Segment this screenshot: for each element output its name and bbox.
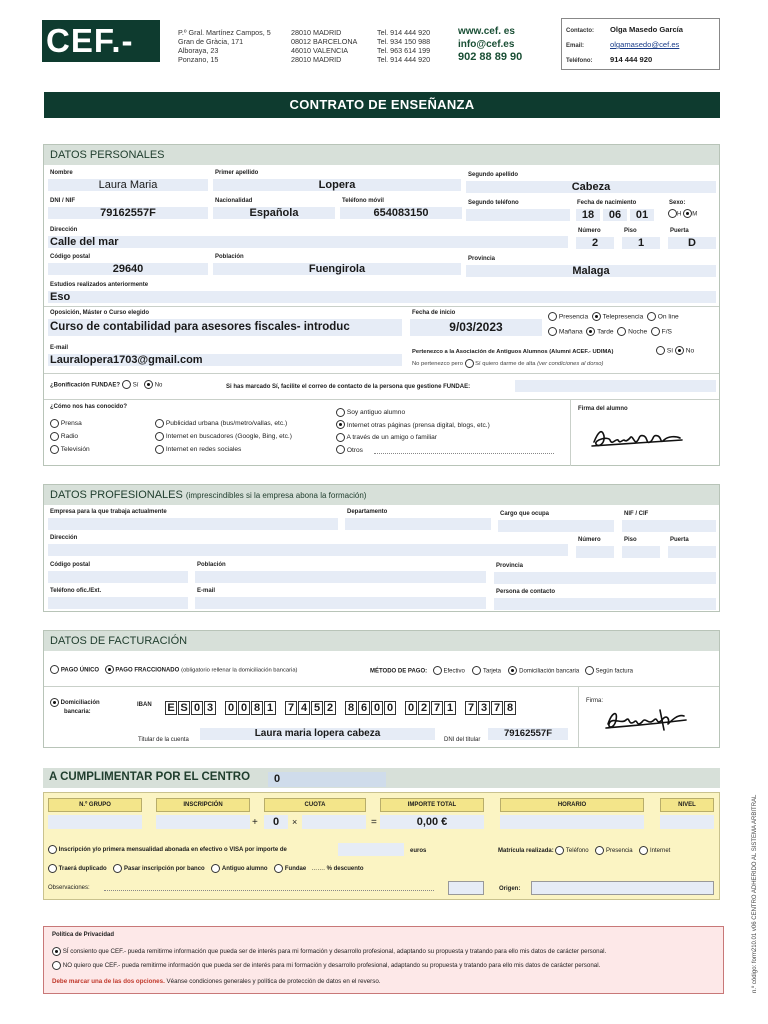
telefono2-field[interactable] [466, 209, 570, 221]
dni-field[interactable]: 79162557F [48, 207, 208, 219]
meses-field[interactable] [302, 815, 366, 829]
phone-line: Tel. 914 444 920 [377, 28, 431, 37]
section-heading-note: (imprescindibles si la empresa abona la formación) [185, 491, 367, 500]
buscadores-label: Internet en buscadores (Google, Bing, etc.) [165, 433, 292, 440]
observaciones-line[interactable] [104, 890, 434, 891]
numero-field[interactable]: 2 [576, 237, 614, 249]
puerta-label: Puerta [670, 228, 689, 234]
piso-label: Piso [624, 228, 637, 234]
contact-name: Olga Masedo García [610, 25, 684, 34]
banco-radio[interactable] [113, 864, 122, 873]
web-contact-block [458, 25, 522, 64]
prof-provincia-field[interactable] [494, 572, 716, 584]
antiguo-label: Antiguo alumno [221, 866, 268, 873]
conocido-col3 [336, 407, 490, 457]
asociacion-note-2: Sí quiero darme de alta [475, 361, 536, 368]
provincia-field[interactable]: Malaga [466, 265, 716, 277]
antiguo-alumno-label: Soy antiguo alumno [346, 409, 406, 416]
fundae-no-radio[interactable] [144, 380, 153, 389]
domiciliacion-radio[interactable] [508, 666, 517, 675]
center-heading: A CUMPLIMENTAR POR EL CENTRO [49, 771, 251, 783]
iban-digit: 8 [345, 701, 357, 715]
prof-numero-field[interactable] [576, 546, 614, 558]
iban-digit: 2 [418, 701, 430, 715]
inicio-field[interactable]: 9/03/2023 [410, 319, 542, 336]
amigo-label: A través de un amigo o familiar [346, 434, 437, 441]
email-label: E-mail [50, 345, 69, 351]
address-list [178, 28, 271, 64]
equals-sign: = [371, 817, 377, 828]
conocido-label: ¿Cómo nos has conocido? [50, 404, 128, 410]
privacy-warning: Debe marcar una de las dos opciones. [52, 978, 165, 985]
tarjeta-radio[interactable] [472, 666, 481, 675]
privacy-warning-rest: Véanse condiciones generales y política de protección de datos en el reverso. [166, 978, 381, 985]
section-heading-text: DATOS PROFESIONALES [50, 489, 183, 501]
pago-unico-radio[interactable] [50, 665, 59, 674]
radio-radio[interactable] [50, 432, 59, 441]
television-radio[interactable] [50, 445, 59, 454]
asociacion-options [656, 346, 694, 356]
poblacion-field[interactable]: Fuengirola [213, 263, 461, 275]
website-link[interactable]: www.cef. es [458, 26, 515, 37]
sexo-h-label: H [677, 211, 682, 218]
telefono2-label: Segundo teléfono [468, 200, 519, 206]
privacy-no-text: NO quiero que CEF.- pueda remitirme información que pueda ser de interés para mi formación y desarrollo profesional, adaptando su propuesta y tratando para ello mis datos de carácter personal. [62, 962, 601, 970]
email-link[interactable]: info@cef.es [458, 39, 515, 50]
prof-email-field[interactable] [195, 597, 486, 609]
iban-digit: 7 [285, 701, 297, 715]
tarde-radio[interactable] [586, 327, 595, 336]
iban-group [225, 698, 277, 716]
direccion-label: Dirección [50, 227, 78, 233]
prof-cp-label: Código postal [50, 562, 90, 568]
privacy-si-row [52, 947, 606, 957]
movil-label: Teléfono móvil [342, 198, 384, 204]
sexo-label: Sexo: [669, 200, 686, 206]
nacimiento-mes[interactable]: 06 [603, 209, 627, 221]
iban-group [345, 698, 397, 716]
domiciliacion-label: Domiciliación bancaria [519, 668, 580, 675]
fundae-si-label: Sí [132, 382, 139, 389]
buscadores-radio[interactable] [155, 432, 164, 441]
titular-label: Titular de la cuenta [138, 737, 189, 743]
prof-cp-field[interactable] [48, 571, 188, 583]
iban-digit: 1 [264, 701, 276, 715]
pago-fraccionado-label: PAGO FRACCIONADO [115, 667, 180, 674]
matricula-presencia-radio[interactable] [595, 846, 604, 855]
matricula-label: Matrícula realizada: [498, 848, 554, 855]
postcode-line: 28010 MADRID [291, 28, 342, 37]
matricula-telefono-label: Teléfono [565, 848, 589, 855]
fundae-centro-radio[interactable] [274, 864, 283, 873]
iban-digit: 6 [358, 701, 370, 715]
iban-digit: S [178, 701, 190, 715]
duplicado-radio[interactable] [48, 864, 57, 873]
nif-field[interactable] [622, 520, 716, 532]
inscripcion-field[interactable] [156, 815, 250, 829]
otras-paginas-label: Internet otras páginas (prensa digital, blogs, etc.) [346, 421, 490, 429]
plus-sign: + [252, 817, 258, 828]
antiguo-radio[interactable] [211, 864, 220, 873]
privacy-si-radio[interactable] [52, 947, 61, 956]
matricula-telefono-radio[interactable] [555, 846, 564, 855]
cp-label: Código postal [50, 254, 90, 260]
presencia-radio[interactable] [548, 312, 557, 321]
cp-field[interactable]: 29640 [48, 263, 208, 275]
fundae-label: ¿Bonificación FUNDAE? [50, 382, 120, 389]
domiciliacion-bancaria [50, 698, 100, 717]
cargo-label: Cargo que ocupa [500, 511, 550, 517]
asociacion-no-radio[interactable] [675, 346, 684, 355]
iban-digit: 0 [225, 701, 237, 715]
radio-label: Radio [60, 433, 79, 440]
divider [44, 306, 719, 307]
iban-field[interactable] [165, 698, 517, 716]
television-label: Televisión [60, 446, 90, 453]
iban-digit: 7 [465, 701, 477, 715]
pago-fraccionado-note: (obligatorio rellenar la domiciliación bancaria) [181, 667, 298, 674]
otras-paginas-radio[interactable] [336, 420, 345, 429]
otros-line[interactable] [374, 453, 554, 454]
address-line: Ponzano, 15 [178, 55, 219, 64]
telepresencia-radio[interactable] [592, 312, 601, 321]
asociacion-si-label: Sí [666, 347, 674, 355]
asociacion-note-1: No pertenezco pero [412, 361, 463, 368]
matricula-internet-label: Internet [649, 848, 671, 855]
origen-label: Origen: [499, 886, 521, 892]
domiciliacion-bancaria-label1: Domiciliación [60, 700, 100, 707]
sexo-m-label: M [692, 211, 698, 218]
fundae-note: Si has marcado Sí, facilite el correo de contacto de la persona que gestione FUNDAE: [226, 384, 471, 390]
nacionalidad-label: Nacionalidad [215, 198, 253, 204]
euros-label: euros [410, 848, 427, 854]
estudios-label: Estudios realizados anteriormente [50, 282, 149, 288]
iban-digit: 7 [431, 701, 443, 715]
postcode-line: 46010 VALENCIA [291, 46, 349, 55]
duplicado-label: Traerá duplicado [58, 866, 107, 873]
numero-label: Número [578, 228, 601, 234]
email-field[interactable]: Lauralopera1703@gmail.com [48, 354, 402, 366]
inscripcion-radio[interactable] [48, 845, 57, 854]
observaciones-code[interactable] [448, 881, 484, 895]
divider [44, 686, 719, 687]
prof-direccion-label: Dirección [50, 535, 78, 541]
origen-field[interactable] [531, 881, 714, 895]
prof-provincia-label: Provincia [496, 563, 524, 569]
prof-contacto-label: Persona de contacto [496, 589, 556, 595]
fs-radio[interactable] [651, 327, 660, 336]
domiciliacion-bancaria-label2: bancaria: [64, 709, 91, 716]
prof-numero-label: Número [578, 537, 601, 543]
main-phone: 902 88 89 90 [458, 51, 523, 63]
iban-digit: 0 [191, 701, 203, 715]
nombre-field[interactable]: Laura Maria [48, 179, 208, 191]
prensa-radio[interactable] [50, 419, 59, 428]
inscripcion-row [48, 845, 287, 855]
asociacion-note [412, 359, 603, 369]
iban-digit: 7 [491, 701, 503, 715]
direccion-field[interactable]: Calle del mar [48, 236, 568, 248]
importe-field[interactable]: 0,00 € [380, 815, 484, 829]
phone-line: Tel. 914 444 920 [377, 55, 431, 64]
contact-email[interactable]: olgamasedo@cef.es [610, 40, 680, 49]
cargo-field[interactable] [498, 520, 614, 532]
piso-field[interactable]: 1 [622, 237, 660, 249]
puerta-field[interactable]: D [668, 237, 716, 249]
asociacion-no-label: No [685, 347, 695, 355]
postcode-line: 08012 BARCELONA [291, 37, 358, 46]
prof-piso-label: Piso [624, 537, 637, 543]
privacy-no-radio[interactable] [52, 961, 61, 970]
pago-fraccionado-radio[interactable] [105, 665, 114, 674]
segun-factura-radio[interactable] [585, 666, 594, 675]
manana-label: Mañana [558, 328, 583, 336]
amigo-radio[interactable] [336, 433, 345, 442]
contact-email-label: Email: [566, 43, 585, 49]
inscripcion-text: Inscripción y/o primera mensualidad abonada en efectivo o VISA por importe de [58, 847, 287, 854]
apellido2-field[interactable]: Cabeza [466, 181, 716, 193]
iban-digit: 4 [298, 701, 310, 715]
prof-telefono-label: Teléfono ofic./Ext. [50, 588, 102, 594]
prof-telefono-field[interactable] [48, 597, 188, 609]
otros-radio[interactable] [336, 445, 345, 454]
col-inscripcion: INSCRIPCIÓN [156, 798, 250, 812]
asociacion-label: Pertenezco a la Asociación de Antiguos Alumnos (Alumni ACEF.- UDIMA) [412, 349, 614, 355]
titular-dni-field[interactable]: 79162557F [488, 728, 568, 740]
observaciones-label: Observaciones: [48, 885, 90, 891]
phone-line: Tel. 934 150 988 [377, 37, 431, 46]
times-sign: × [292, 817, 298, 827]
address-line: Alboraya, 23 [178, 46, 219, 55]
descuento-label: % descuento [326, 866, 364, 873]
prensa-label: Prensa [60, 420, 82, 427]
center-heading-value[interactable]: 0 [268, 772, 386, 787]
col-cuota: CUOTA [264, 798, 366, 812]
divider [44, 373, 719, 374]
pago-options [50, 665, 297, 675]
dni-label: DNI / NIF [50, 198, 75, 204]
iban-digit: E [165, 701, 177, 715]
noche-radio[interactable] [617, 327, 626, 336]
address-line: Gran de Gràcia, 171 [178, 37, 244, 46]
online-label: On line [657, 313, 679, 321]
departamento-field[interactable] [345, 518, 491, 530]
online-radio[interactable] [647, 312, 656, 321]
antiguo-alumno-radio[interactable] [336, 408, 345, 417]
nif-label: NIF / CIF [624, 511, 649, 517]
firma-label: Firma: [586, 698, 603, 704]
iban-digit: 0 [238, 701, 250, 715]
fundae-no-label: No [154, 382, 163, 389]
fundae-centro-label: Fundae [284, 866, 307, 873]
col-nivel: NIVEL [660, 798, 714, 812]
nivel-field[interactable] [660, 815, 714, 829]
prof-poblacion-label: Población [197, 562, 226, 568]
apellido1-label: Primer apellido [215, 170, 259, 176]
phone-list [377, 28, 430, 64]
matricula-row [498, 846, 670, 856]
conocido-col2 [155, 417, 292, 456]
conocido-col1 [50, 417, 90, 456]
prof-puerta-field[interactable] [668, 546, 716, 558]
movil-field[interactable]: 654083150 [340, 207, 462, 219]
curso-field[interactable]: Curso de contabilidad para asesores fiscales- introduc [48, 319, 402, 336]
divider [578, 687, 579, 747]
domiciliacion-bancaria-radio[interactable] [50, 698, 59, 707]
iban-group [405, 698, 457, 716]
fs-label: F/S [661, 328, 672, 336]
efectivo-radio[interactable] [433, 666, 442, 675]
modalidad-options [548, 312, 679, 322]
otros-label: Otros [346, 446, 363, 454]
iban-digit: 0 [384, 701, 396, 715]
contact-label: Contacto: [566, 28, 594, 34]
tarde-label: Tarde [597, 328, 614, 336]
asociacion-note-3: (ver condiciones al dorso) [537, 361, 604, 368]
grupo-field[interactable] [48, 815, 142, 829]
sexo-m-radio[interactable] [683, 209, 692, 218]
nacimiento-label: Fecha de nacimiento [577, 200, 637, 206]
metodo-options [370, 666, 633, 676]
iban-digit: 3 [478, 701, 490, 715]
iban-digit: 1 [444, 701, 456, 715]
page-title: CONTRATO DE ENSEÑANZA [44, 92, 720, 118]
inicio-label: Fecha de inicio [412, 310, 456, 316]
sexo-options [668, 209, 697, 219]
col-horario: HORARIO [500, 798, 644, 812]
iban-digit: 8 [251, 701, 263, 715]
cef-logo: CEF.- [42, 20, 160, 62]
nombre-label: Nombre [50, 170, 73, 176]
nacionalidad-field[interactable]: Española [213, 207, 335, 219]
noche-label: Noche [628, 328, 648, 336]
fundae-row [50, 380, 162, 390]
iban-label: IBAN [137, 702, 152, 708]
turno-options [548, 327, 672, 337]
fundae-si-radio[interactable] [122, 380, 131, 389]
divider [570, 400, 571, 466]
iban-digit: 8 [504, 701, 516, 715]
redes-radio[interactable] [155, 445, 164, 454]
contact-phone-label: Teléfono: [566, 58, 593, 64]
iban-group [165, 698, 217, 716]
student-signature [588, 418, 688, 458]
privacy-si-text: SÍ consiento que CEF.- pueda remitirme información que pueda ser de interés para mi formación y desarrollo profesional, adaptando su propuesta y tratando para ello mis datos de carácter personal. [62, 948, 607, 956]
horario-field[interactable] [500, 815, 644, 829]
empresa-field[interactable] [48, 518, 338, 530]
publicidad-label: Publicidad urbana (bus/metro/vallas, etc.) [165, 420, 288, 427]
nacimiento-anio[interactable]: 01 [630, 209, 654, 221]
asociacion-si-radio[interactable] [656, 346, 665, 355]
phone-line: Tel. 963 614 199 [377, 46, 431, 55]
provincia-label: Provincia [468, 256, 496, 262]
alta-radio[interactable] [465, 359, 474, 368]
manana-radio[interactable] [548, 327, 557, 336]
section-heading: DATOS DE FACTURACIÓN [44, 631, 719, 651]
divider [44, 399, 719, 400]
titular-dni-label: DNI del titular [444, 737, 481, 743]
payer-signature [600, 702, 690, 738]
prof-piso-field[interactable] [622, 546, 660, 558]
titular-field[interactable]: Laura maria lopera cabeza [200, 728, 435, 740]
address-line: P.º Gral. Martínez Campos, 5 [178, 28, 271, 37]
section-heading: DATOS PERSONALES [44, 145, 719, 165]
postcode-line: 28010 MADRID [291, 55, 342, 64]
publicidad-radio[interactable] [155, 419, 164, 428]
metodo-label: MÉTODO DE PAGO: [370, 668, 428, 675]
privacy-title: Política de Privacidad [52, 932, 115, 938]
iban-digit: 0 [405, 701, 417, 715]
iban-group [285, 698, 337, 716]
prof-puerta-label: Puerta [670, 537, 689, 543]
pago-unico-label: PAGO ÚNICO [60, 667, 100, 674]
efectivo-label: Efectivo [443, 668, 465, 675]
apellido1-field[interactable]: Lopera [213, 179, 461, 191]
postcode-list [291, 28, 357, 64]
col-grupo: N.º GRUPO [48, 798, 142, 812]
privacy-warning-row [52, 977, 380, 987]
contact-phone: 914 444 920 [610, 55, 653, 64]
iban-digit: 2 [324, 701, 336, 715]
prof-direccion-field[interactable] [48, 544, 568, 556]
presencia-label: Presencia [558, 313, 589, 321]
privacy-no-row [52, 961, 600, 971]
estudios-field[interactable]: Eso [48, 291, 716, 303]
apellido2-label: Segundo apellido [468, 172, 519, 178]
segun-factura-label: Según factura [595, 668, 633, 675]
matricula-presencia-label: Presencia [605, 848, 633, 855]
nacimiento-dia[interactable]: 18 [576, 209, 600, 221]
tarjeta-label: Tarjeta [482, 668, 501, 675]
cuota-field[interactable]: 0 [264, 815, 288, 829]
iban-digit: 0 [371, 701, 383, 715]
side-code-text: n.º código: form210.01 v06 CENTRO ADHERIDO AL SISTEMA ARBITRAL [752, 794, 758, 993]
inscripcion-importe-field[interactable] [338, 843, 404, 856]
contact-box [561, 18, 720, 70]
matricula-internet-radio[interactable] [639, 846, 648, 855]
sexo-h-radio[interactable] [668, 209, 677, 218]
poblacion-label: Población [215, 254, 244, 260]
prof-contacto-field[interactable] [494, 598, 716, 610]
firma-alumno-label: Firma del alumno [578, 406, 628, 412]
col-importe: IMPORTE TOTAL [380, 798, 484, 812]
curso-label: Oposición, Máster o Curso elegido [50, 310, 150, 316]
prof-email-label: E-mail [197, 588, 216, 594]
iban-group [465, 698, 517, 716]
fundae-email-field[interactable] [515, 380, 716, 392]
empresa-label: Empresa para la que trabaja actualmente [50, 509, 167, 515]
iban-digit: 5 [311, 701, 323, 715]
prof-poblacion-field[interactable] [195, 571, 486, 583]
extras-row [48, 864, 364, 874]
section-heading [44, 485, 719, 505]
banco-label: Pasar inscripción por banco [124, 866, 205, 873]
telepresencia-label: Telepresencia [602, 313, 644, 321]
descuento-dots: ……. [311, 866, 325, 873]
redes-label: Internet en redes sociales [165, 446, 242, 453]
iban-digit: 3 [204, 701, 216, 715]
departamento-label: Departamento [347, 509, 388, 515]
